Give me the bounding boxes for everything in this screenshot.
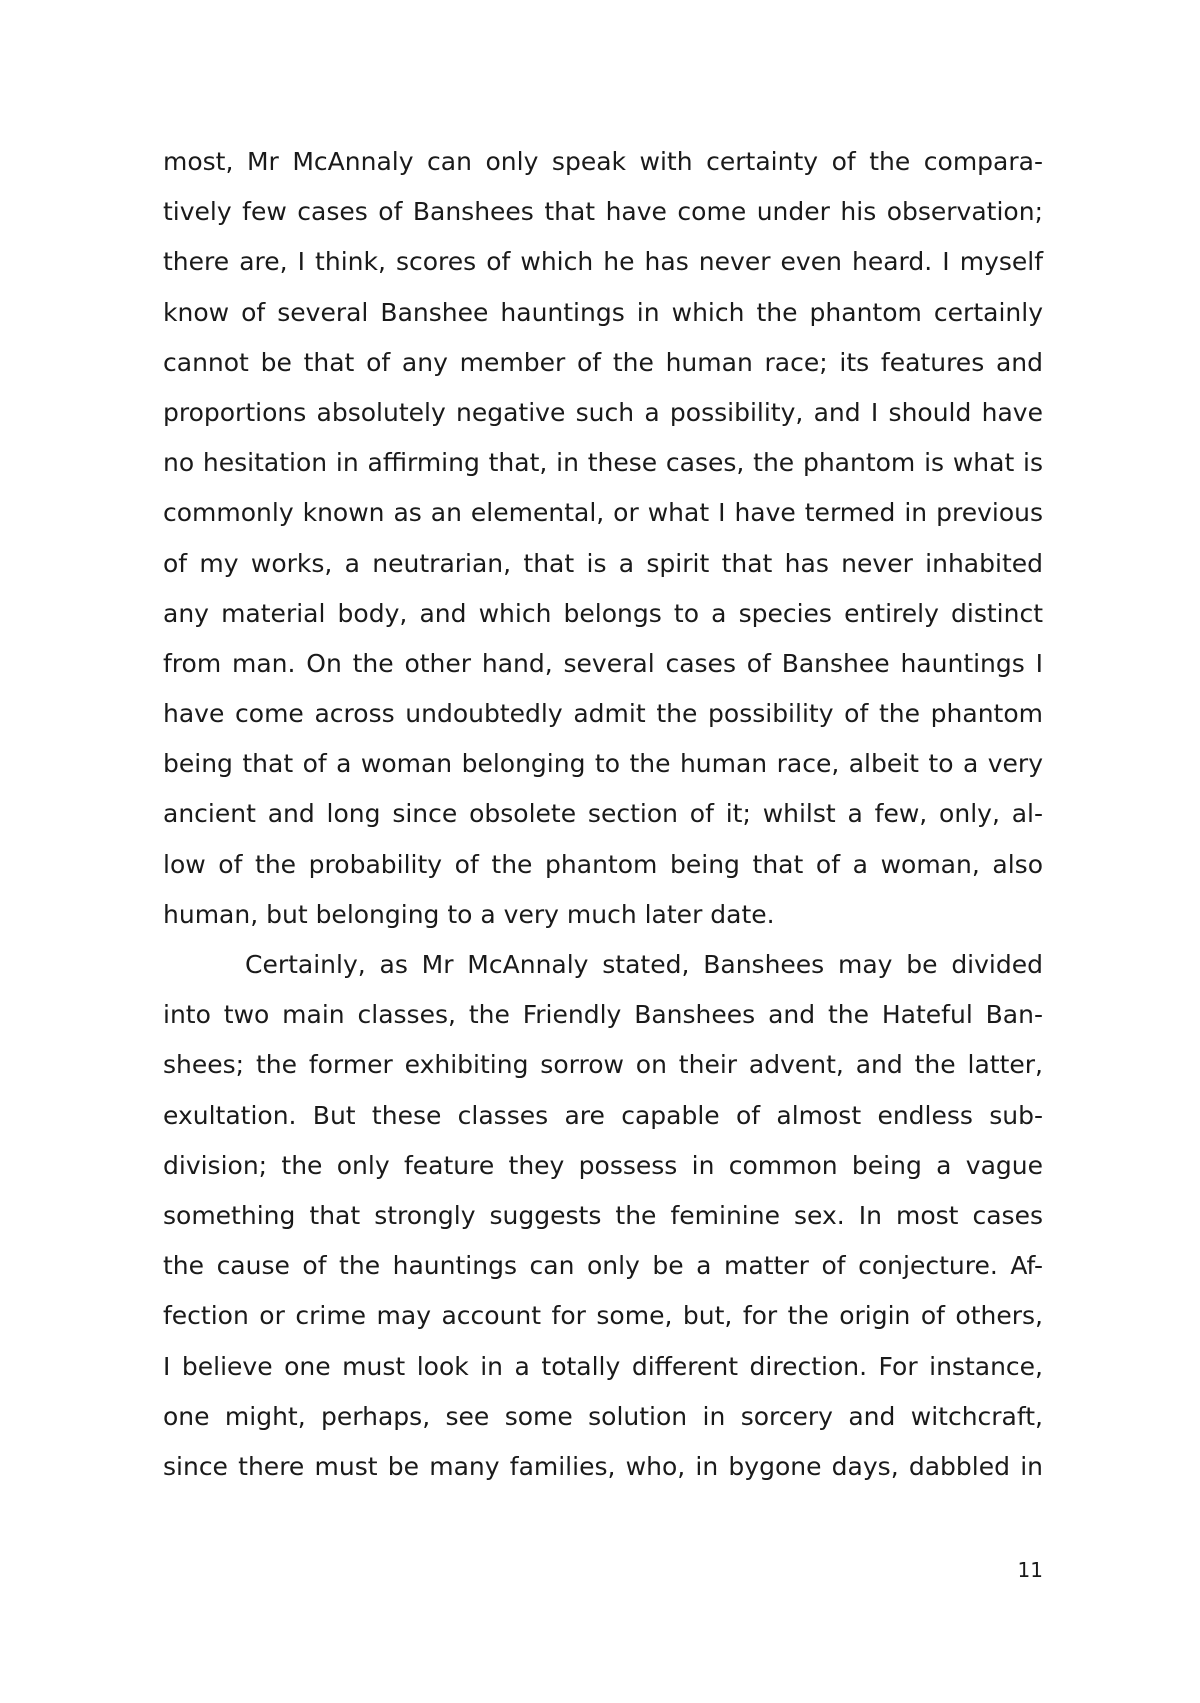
text-line: low of the probability of the phantom being that of a woman, also <box>163 849 1043 879</box>
text-line: division; the only feature they possess in common being a vague <box>163 1150 1043 1180</box>
text-line: I believe one must look in a totally different direction. For instance, <box>163 1351 1043 1381</box>
text-line: being that of a woman belonging to the human race, albeit to a very <box>163 749 1043 779</box>
text-line: there are, I think, scores of which he has never even heard. I myself <box>163 247 1043 277</box>
text-line: ancient and long since obsolete section of it; whilst a few, only, al- <box>163 799 1043 829</box>
text-line: any material body, and which belongs to a species entirely distinct <box>163 598 1043 628</box>
page-number: 11 <box>1017 1558 1043 1582</box>
text-line: from man. On the other hand, several cases of Banshee hauntings I <box>163 648 1043 678</box>
text-line: commonly known as an elemental, or what I have termed in previous <box>163 498 1043 528</box>
text-line: cannot be that of any member of the human race; its features and <box>163 347 1043 377</box>
body-text <box>163 137 1043 1492</box>
text-line: tively few cases of Banshees that have come under his observation; <box>163 197 1043 227</box>
text-line: proportions absolutely negative such a possibility, and I should have <box>163 397 1043 427</box>
text-line: have come across undoubtedly admit the possibility of the phantom <box>163 699 1043 729</box>
text-line: the cause of the hauntings can only be a matter of conjecture. Af- <box>163 1251 1043 1281</box>
text-line: no hesitation in affirming that, in these cases, the phantom is what is <box>163 448 1043 478</box>
text-line: know of several Banshee hauntings in which the phantom certainly <box>163 297 1043 327</box>
text-line: human, but belonging to a very much later date. <box>163 899 775 929</box>
text-line: shees; the former exhibiting sorrow on their advent, and the latter, <box>163 1050 1043 1080</box>
text-line: since there must be many families, who, in bygone days, dabbled in <box>163 1451 1043 1481</box>
text-line: into two main classes, the Friendly Banshees and the Hateful Ban- <box>163 1000 1043 1030</box>
text-line: most, Mr McAnnaly can only speak with certainty of the compara- <box>163 147 1043 176</box>
text-line: Certainly, as Mr McAnnaly stated, Banshees may be divided <box>245 950 1043 979</box>
text-line: something that strongly suggests the feminine sex. In most cases <box>163 1200 1043 1230</box>
text-line: one might, perhaps, see some solution in sorcery and witchcraft, <box>163 1401 1043 1431</box>
text-line: fection or crime may account for some, but, for the origin of others, <box>163 1301 1043 1331</box>
text-line: exultation. But these classes are capable of almost endless sub- <box>163 1100 1043 1130</box>
text-line: of my works, a neutrarian, that is a spirit that has never inhabited <box>163 548 1043 578</box>
